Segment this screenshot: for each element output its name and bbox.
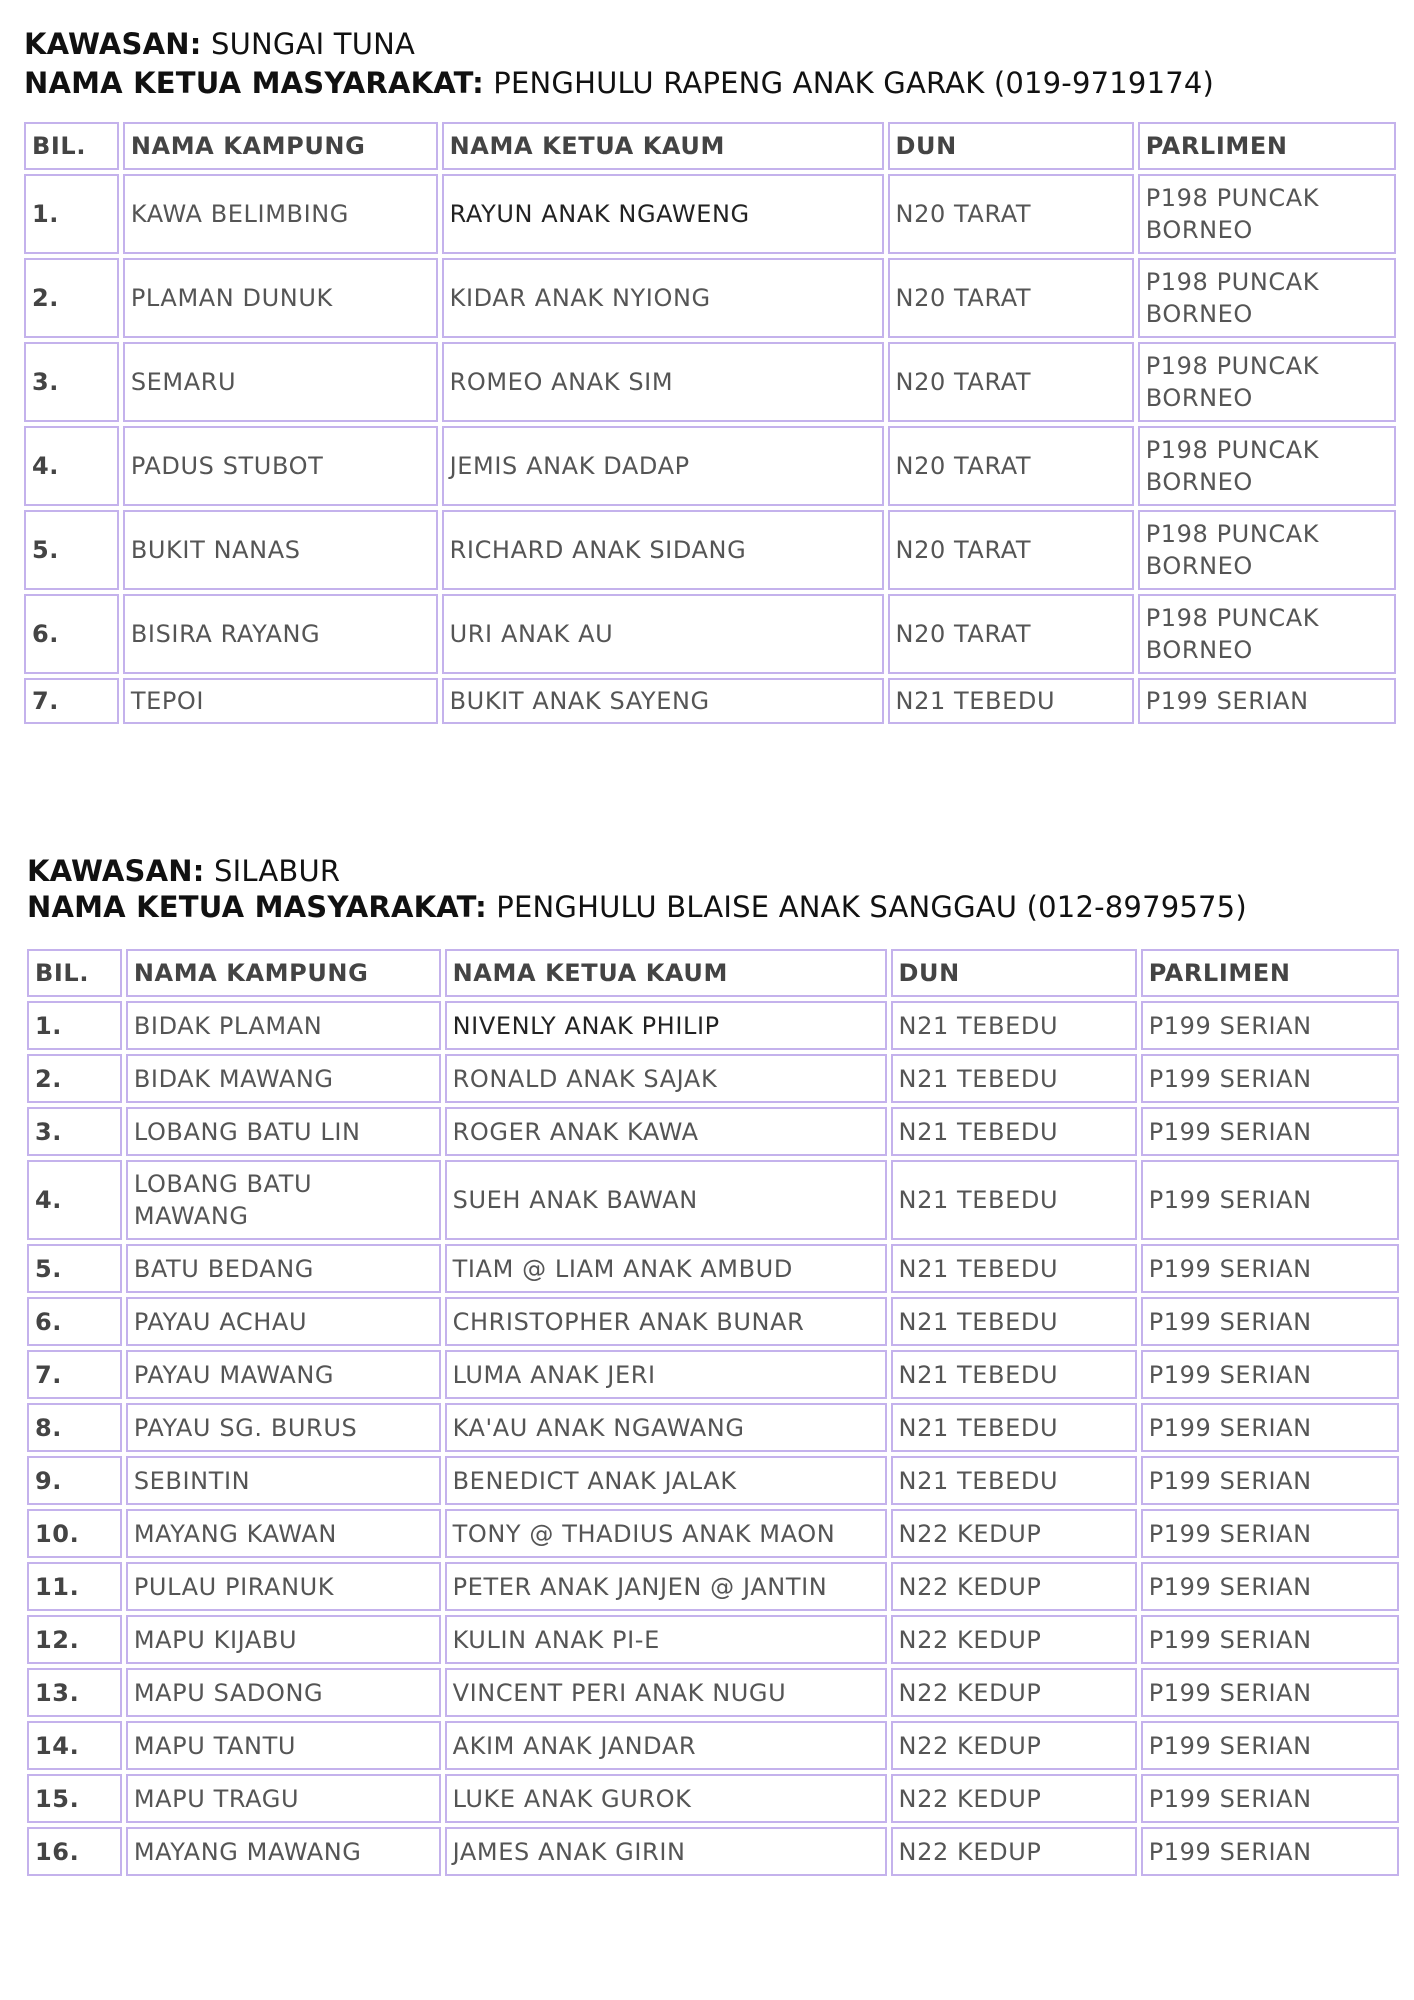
table-row: [27, 1721, 1399, 1770]
village-name: PAYAU ACHAU: [126, 1297, 441, 1346]
dun: N22 KEDUP: [891, 1615, 1137, 1664]
dun: N21 TEBEDU: [891, 1160, 1137, 1240]
parlimen: P199 SERIAN: [1141, 1107, 1399, 1156]
village-name: SEMARU: [123, 342, 438, 422]
parlimen: P199 SERIAN: [1141, 1774, 1399, 1823]
dun: N22 KEDUP: [891, 1774, 1137, 1823]
table-row: [27, 1774, 1399, 1823]
headman-name: PETER ANAK JANJEN @ JANTIN: [445, 1562, 887, 1611]
row-number: 5.: [27, 1244, 122, 1293]
parlimen: P199 SERIAN: [1141, 1562, 1399, 1611]
table-row: [27, 1054, 1399, 1103]
table-row: [27, 1615, 1399, 1664]
table-row: [27, 1509, 1399, 1558]
ketua-masyarakat-line-1: [24, 66, 1214, 100]
ketua-masyarakat-label: NAMA KETUA MASYARAKAT:: [24, 66, 484, 100]
column-header: PARLIMEN: [1141, 949, 1399, 997]
headman-name: LUMA ANAK JERI: [445, 1350, 887, 1399]
row-number: 3.: [27, 1107, 122, 1156]
parlimen: P199 SERIAN: [1141, 1615, 1399, 1664]
row-number: 12.: [27, 1615, 122, 1664]
parlimen: P199 SERIAN: [1141, 1509, 1399, 1558]
table-row: [27, 1107, 1399, 1156]
row-number: 2.: [24, 258, 119, 338]
village-name: LOBANG BATU LIN: [126, 1107, 441, 1156]
village-name: MAYANG KAWAN: [126, 1509, 441, 1558]
row-number: 7.: [27, 1350, 122, 1399]
village-name: BIDAK PLAMAN: [126, 1001, 441, 1050]
kawasan-value: SUNGAI TUNA: [210, 27, 416, 61]
row-number: 11.: [27, 1562, 122, 1611]
row-number: 6.: [24, 594, 119, 674]
parlimen: P199 SERIAN: [1138, 678, 1396, 724]
dun: N20 TARAT: [888, 174, 1134, 254]
dun: N21 TEBEDU: [891, 1244, 1137, 1293]
dun: N20 TARAT: [888, 594, 1134, 674]
table-row: [27, 1668, 1399, 1717]
village-name: PADUS STUBOT: [123, 426, 438, 506]
dun: N22 KEDUP: [891, 1721, 1137, 1770]
village-name: PULAU PIRANUK: [126, 1562, 441, 1611]
headman-name: NIVENLY ANAK PHILIP: [445, 1001, 887, 1050]
table-row: [24, 342, 1396, 422]
ketua-masyarakat-line-2: [27, 890, 1247, 924]
table-row: [27, 1160, 1399, 1240]
headman-name: RAYUN ANAK NGAWENG: [442, 174, 884, 254]
dun: N22 KEDUP: [891, 1668, 1137, 1717]
parlimen: P199 SERIAN: [1141, 1721, 1399, 1770]
dun: N22 KEDUP: [891, 1509, 1137, 1558]
headman-name: JEMIS ANAK DADAP: [442, 426, 884, 506]
parlimen: P199 SERIAN: [1141, 1827, 1399, 1876]
dun: N20 TARAT: [888, 342, 1134, 422]
table-row: [27, 1350, 1399, 1399]
headman-name: CHRISTOPHER ANAK BUNAR: [445, 1297, 887, 1346]
headman-name: SUEH ANAK BAWAN: [445, 1160, 887, 1240]
column-header: BIL.: [24, 122, 119, 170]
parlimen: P198 PUNCAK BORNEO: [1138, 258, 1396, 338]
parlimen: P198 PUNCAK BORNEO: [1138, 174, 1396, 254]
village-name: LOBANG BATU MAWANG: [126, 1160, 441, 1240]
parlimen: P198 PUNCAK BORNEO: [1138, 426, 1396, 506]
table-header-row: [24, 122, 1396, 170]
village-name: PAYAU SG. BURUS: [126, 1403, 441, 1452]
headman-name: TIAM @ LIAM ANAK AMBUD: [445, 1244, 887, 1293]
table-row: [24, 426, 1396, 506]
column-header: PARLIMEN: [1138, 122, 1396, 170]
dun: N21 TEBEDU: [888, 678, 1134, 724]
row-number: 13.: [27, 1668, 122, 1717]
headman-name: KULIN ANAK PI-E: [445, 1615, 887, 1664]
column-header: NAMA KAMPUNG: [126, 949, 441, 997]
row-number: 8.: [27, 1403, 122, 1452]
table-row: [27, 1456, 1399, 1505]
headman-name: ROMEO ANAK SIM: [442, 342, 884, 422]
headman-name: AKIM ANAK JANDAR: [445, 1721, 887, 1770]
village-table-silabur: [23, 945, 1403, 1880]
village-name: MAYANG MAWANG: [126, 1827, 441, 1876]
headman-name: KA'AU ANAK NGAWANG: [445, 1403, 887, 1452]
dun: N21 TEBEDU: [891, 1001, 1137, 1050]
parlimen: P199 SERIAN: [1141, 1403, 1399, 1452]
village-name: MAPU KIJABU: [126, 1615, 441, 1664]
table-row: [27, 1244, 1399, 1293]
row-number: 6.: [27, 1297, 122, 1346]
village-name: TEPOI: [123, 678, 438, 724]
column-header: NAMA KETUA KAUM: [442, 122, 884, 170]
table-row: [27, 1001, 1399, 1050]
row-number: 3.: [24, 342, 119, 422]
row-number: 10.: [27, 1509, 122, 1558]
dun: N20 TARAT: [888, 510, 1134, 590]
row-number: 16.: [27, 1827, 122, 1876]
column-header: DUN: [891, 949, 1137, 997]
table-row: [27, 1562, 1399, 1611]
village-name: PLAMAN DUNUK: [123, 258, 438, 338]
row-number: 14.: [27, 1721, 122, 1770]
row-number: 15.: [27, 1774, 122, 1823]
dun: N21 TEBEDU: [891, 1054, 1137, 1103]
headman-name: KIDAR ANAK NYIONG: [442, 258, 884, 338]
village-name: MAPU TRAGU: [126, 1774, 441, 1823]
headman-name: LUKE ANAK GUROK: [445, 1774, 887, 1823]
dun: N21 TEBEDU: [891, 1456, 1137, 1505]
dun: N20 TARAT: [888, 426, 1134, 506]
parlimen: P199 SERIAN: [1141, 1350, 1399, 1399]
column-header: DUN: [888, 122, 1134, 170]
parlimen: P198 PUNCAK BORNEO: [1138, 594, 1396, 674]
kawasan-value: SILABUR: [213, 854, 341, 888]
dun: N21 TEBEDU: [891, 1350, 1137, 1399]
column-header: NAMA KETUA KAUM: [445, 949, 887, 997]
table-row: [24, 678, 1396, 724]
table-row: [27, 1827, 1399, 1876]
dun: N22 KEDUP: [891, 1562, 1137, 1611]
table-row: [24, 510, 1396, 590]
dun: N21 TEBEDU: [891, 1107, 1137, 1156]
column-header: BIL.: [27, 949, 122, 997]
dun: N21 TEBEDU: [891, 1297, 1137, 1346]
parlimen: P198 PUNCAK BORNEO: [1138, 510, 1396, 590]
parlimen: P199 SERIAN: [1141, 1668, 1399, 1717]
dun: N21 TEBEDU: [891, 1403, 1137, 1452]
dun: N20 TARAT: [888, 258, 1134, 338]
row-number: 9.: [27, 1456, 122, 1505]
row-number: 1.: [27, 1001, 122, 1050]
table-row: [24, 594, 1396, 674]
parlimen: P199 SERIAN: [1141, 1297, 1399, 1346]
village-name: MAPU TANTU: [126, 1721, 441, 1770]
table-row: [27, 1297, 1399, 1346]
parlimen: P199 SERIAN: [1141, 1244, 1399, 1293]
headman-name: RONALD ANAK SAJAK: [445, 1054, 887, 1103]
village-name: BUKIT NANAS: [123, 510, 438, 590]
headman-name: ROGER ANAK KAWA: [445, 1107, 887, 1156]
row-number: 1.: [24, 174, 119, 254]
parlimen: P199 SERIAN: [1141, 1001, 1399, 1050]
village-name: PAYAU MAWANG: [126, 1350, 441, 1399]
kawasan-line-1: [24, 27, 415, 61]
village-name: BIDAK MAWANG: [126, 1054, 441, 1103]
village-name: BISIRA RAYANG: [123, 594, 438, 674]
ketua-masyarakat-label: NAMA KETUA MASYARAKAT:: [27, 890, 487, 924]
row-number: 4.: [24, 426, 119, 506]
headman-name: RICHARD ANAK SIDANG: [442, 510, 884, 590]
headman-name: BUKIT ANAK SAYENG: [442, 678, 884, 724]
kawasan-label: KAWASAN:: [24, 27, 202, 61]
ketua-masyarakat-value: PENGHULU RAPENG ANAK GARAK (019-9719174): [493, 66, 1215, 100]
headman-name: JAMES ANAK GIRIN: [445, 1827, 887, 1876]
village-name: BATU BEDANG: [126, 1244, 441, 1293]
table-header-row: [27, 949, 1399, 997]
table-row: [24, 258, 1396, 338]
row-number: 7.: [24, 678, 119, 724]
headman-name: TONY @ THADIUS ANAK MAON: [445, 1509, 887, 1558]
row-number: 2.: [27, 1054, 122, 1103]
dun: N22 KEDUP: [891, 1827, 1137, 1876]
village-name: SEBINTIN: [126, 1456, 441, 1505]
kawasan-label: KAWASAN:: [27, 854, 205, 888]
ketua-masyarakat-value: PENGHULU BLAISE ANAK SANGGAU (012-8979575): [496, 890, 1247, 924]
parlimen: P199 SERIAN: [1141, 1054, 1399, 1103]
row-number: 4.: [27, 1160, 122, 1240]
parlimen: P199 SERIAN: [1141, 1160, 1399, 1240]
headman-name: BENEDICT ANAK JALAK: [445, 1456, 887, 1505]
headman-name: VINCENT PERI ANAK NUGU: [445, 1668, 887, 1717]
table-row: [27, 1403, 1399, 1452]
parlimen: P198 PUNCAK BORNEO: [1138, 342, 1396, 422]
village-name: KAWA BELIMBING: [123, 174, 438, 254]
column-header: NAMA KAMPUNG: [123, 122, 438, 170]
parlimen: P199 SERIAN: [1141, 1456, 1399, 1505]
village-table-sungai-tuna: [20, 118, 1400, 728]
headman-name: URI ANAK AU: [442, 594, 884, 674]
row-number: 5.: [24, 510, 119, 590]
table-row: [24, 174, 1396, 254]
kawasan-line-2: [27, 854, 340, 888]
village-name: MAPU SADONG: [126, 1668, 441, 1717]
